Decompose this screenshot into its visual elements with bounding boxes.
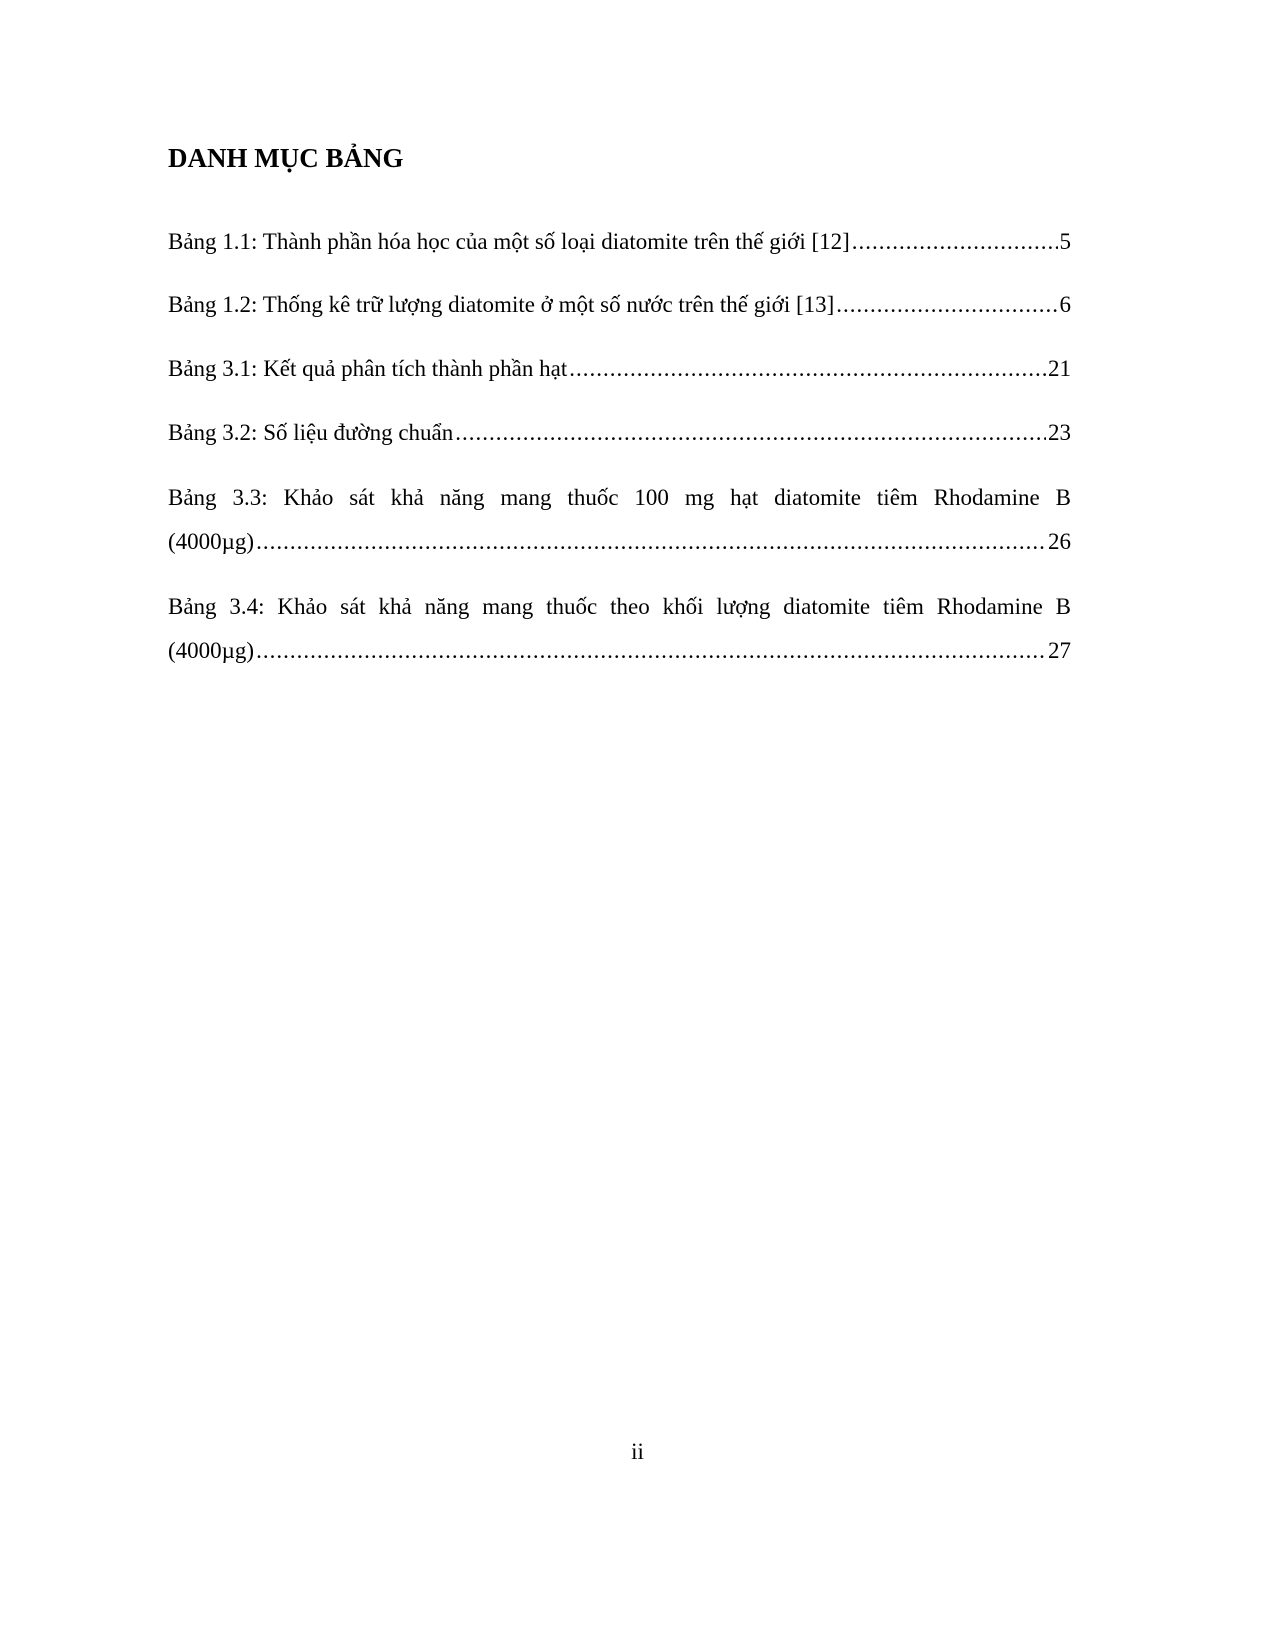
- table-list: [168, 585, 1071, 673]
- table-list: [168, 220, 1071, 264]
- toc-entry-page: 27: [1048, 638, 1071, 663]
- toc-entry-1-2[interactable]: [168, 283, 1071, 327]
- toc-entry-page: 6: [1059, 292, 1071, 317]
- toc-entry-text: Bảng 3.1: Kết quả phân tích thành phần hạt: [168, 356, 568, 381]
- toc-entry-1-1[interactable]: [168, 220, 1071, 264]
- toc-entry-3-2[interactable]: [168, 411, 1071, 455]
- dot-leader: [455, 411, 1046, 455]
- toc-entry-text: Bảng 3.3: Khảo sát khả năng mang thuốc 100 mg hạt diatomite tiêm Rhodamine B: [168, 485, 1071, 510]
- dot-leader: [256, 629, 1046, 673]
- dot-leader: [852, 220, 1058, 264]
- toc-entry-text-continued: (4000µg): [168, 638, 255, 663]
- dot-leader: [836, 283, 1057, 327]
- toc-entry-3-1[interactable]: [168, 347, 1071, 391]
- table-list: [168, 283, 1071, 327]
- toc-entry-page: 23: [1048, 420, 1071, 445]
- toc-entry-3-3[interactable]: [168, 476, 1071, 564]
- toc-entry-page: 5: [1059, 229, 1071, 254]
- toc-entry-page: 21: [1048, 356, 1071, 381]
- table-list: [168, 476, 1071, 564]
- table-list: [168, 411, 1071, 455]
- page-title: DANH MỤC BẢNG: [168, 143, 404, 173]
- toc-entry-text: Bảng 3.2: Số liệu đường chuẩn: [168, 420, 454, 445]
- toc-entry-3-4[interactable]: [168, 585, 1071, 673]
- table-list: [168, 347, 1071, 391]
- toc-entry-text: Bảng 1.1: Thành phần hóa học của một số loại diatomite trên thế giới [12]: [168, 229, 850, 254]
- toc-entry-text-continued: (4000µg): [168, 529, 255, 554]
- dot-leader: [256, 520, 1046, 564]
- toc-entry-page: 26: [1048, 529, 1071, 554]
- toc-entry-text: Bảng 1.2: Thống kê trữ lượng diatomite ở một số nước trên thế giới [13]: [168, 292, 835, 317]
- toc-entry-text: Bảng 3.4: Khảo sát khả năng mang thuốc theo khối lượng diatomite tiêm Rhodamine B: [168, 594, 1071, 619]
- page-number: ii: [631, 1439, 644, 1464]
- dot-leader: [569, 347, 1046, 391]
